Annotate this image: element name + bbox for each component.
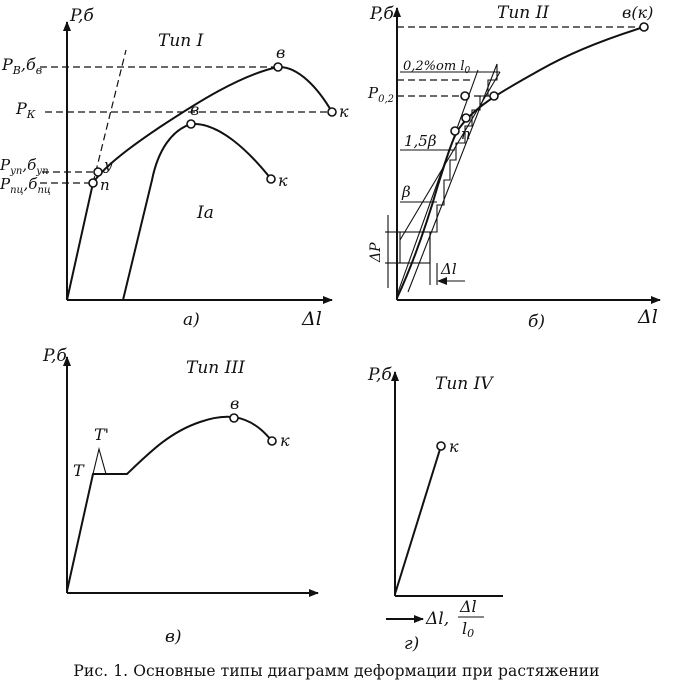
panel-b-dl-label: Δl [441, 260, 457, 278]
panel-g-type-4 [367, 365, 503, 654]
panel-v-point-k-label: к [280, 431, 290, 450]
panel-g-letter: г) [404, 634, 420, 654]
panel-a-curve-1a-label: Iа [197, 203, 214, 223]
panel-b-beta15-label: 1,5β [404, 132, 437, 150]
panel-v-point-v-label: в [230, 394, 240, 413]
panel-a-point-k2-label: к [278, 171, 288, 190]
panel-g-fraction-denominator: l0 [462, 619, 475, 640]
panel-b-letter: б) [528, 312, 546, 332]
panel-b-y-axis-label: P,б [370, 4, 394, 24]
panel-a-point-y [94, 168, 102, 176]
panel-v-t-label: T [73, 461, 84, 480]
panel-a-letter: а) [183, 310, 200, 330]
panel-g-title: Тип IV [435, 374, 493, 394]
panel-v-point-k [268, 437, 276, 445]
panel-a-ppc-label: $P_{пц},б_{пц}$ [0, 175, 51, 196]
panel-b-p02-label: $P_{0,2}$ [368, 84, 394, 105]
panel-v-upper-yield-peak [93, 449, 106, 474]
panel-a-point-v2 [187, 120, 195, 128]
figure-caption: Рис. 1. Основные типы диаграмм деформации при растяжении [73, 662, 600, 680]
panel-b-x-axis-label: Δl [638, 306, 658, 328]
panel-a-pup-label: $P_{уп},б_{уп}$ [0, 156, 49, 177]
panel-a-y-axis-label: P,б [70, 6, 94, 26]
panel-g-y-axis-label: P,б [368, 365, 392, 385]
panel-b-vk-label: в(к) [622, 3, 654, 22]
panel-b-type-2 [367, 3, 660, 332]
panel-a-point-k-label: к [339, 102, 349, 121]
panel-b-beta-label: β [402, 183, 411, 201]
panel-v-y-axis-label: P,б [43, 346, 67, 366]
panel-v-title: Тип III [186, 358, 245, 378]
panel-a-point-v-label: в [276, 43, 286, 62]
panel-v-letter: в) [165, 627, 182, 647]
panel-a-point-y-label: у [104, 156, 113, 174]
panel-g-fraction-numerator: Δl [460, 597, 477, 616]
panel-a-point-k2 [267, 175, 275, 183]
panel-a-title: Тип I [158, 31, 204, 51]
panel-a-pv-label: $P_В,б_в$ [2, 55, 43, 77]
panel-b-point-b [490, 92, 498, 100]
panel-b-point-a [461, 92, 469, 100]
panel-b-point-vk [640, 23, 648, 31]
panel-a-point-k [328, 108, 336, 116]
panel-b-point-p [451, 127, 459, 135]
panel-g-dl-label: Δl, [426, 609, 450, 629]
panel-b-dp-label: ΔP [368, 242, 384, 262]
panel-a-point-v2-label: в [190, 100, 200, 119]
panel-b-tangent-2 [400, 72, 500, 240]
panel-a-x-axis-label: Δl [302, 308, 322, 330]
panel-b-offset-line [408, 64, 497, 292]
panel-b-point-c [462, 114, 470, 122]
panel-b-staircase [400, 64, 497, 263]
panel-b-point-p-label: п [461, 125, 471, 143]
panel-a-point-p [89, 179, 97, 187]
panel-g-point-k-label: к [449, 437, 459, 456]
panel-b-offset-label: 0,2%от $l_0$ [403, 59, 471, 76]
panel-v-type-3 [42, 346, 318, 647]
panel-v-point-v [230, 414, 238, 422]
panel-a-type-1 [0, 6, 349, 330]
panel-a-point-v [274, 63, 282, 71]
panel-g-curve [395, 446, 441, 594]
panel-a-pk-label: $P_К$ [16, 99, 36, 121]
panel-b-title: Тип II [497, 3, 550, 23]
panel-g-point-k [437, 442, 445, 450]
panel-v-t1-label: T' [94, 425, 110, 444]
panel-a-point-p-label: п [100, 176, 110, 194]
